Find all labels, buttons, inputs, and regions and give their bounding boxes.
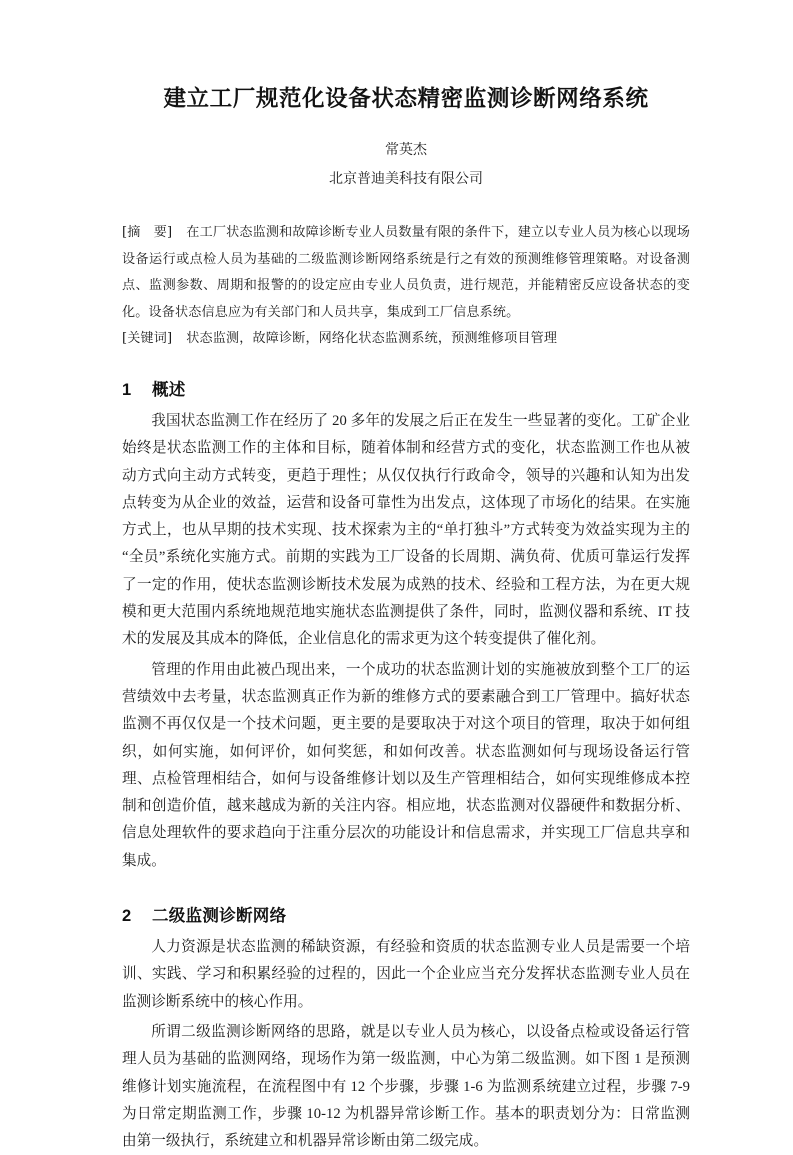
abstract-block xyxy=(122,190,690,353)
abstract-label: [摘 要] xyxy=(122,225,173,241)
section-heading-1 xyxy=(122,353,690,402)
page-title: 建立工厂规范化设备状态精密监测诊断网络系统 xyxy=(163,86,649,111)
section-number-2: 2 xyxy=(122,907,132,926)
author-name: 常英杰 xyxy=(385,143,427,159)
section-heading-2 xyxy=(122,875,690,928)
section-number-1: 1 xyxy=(122,380,132,399)
abstract-text: 在工厂状态监测和故障诊断专业人员数量有限的条件下，建立以专业人员为核心以现场设备运行或点检人员为基础的二级监测诊断网络系统是行之有效的预测维修管理策略。对设备测点、监测参数、周期和报警的的设定应由专业人员负责，进行规范，并能精密反应设备状态的变化。设备状态信息应为有关部门和人员共享，集成到工厂信息系统。 xyxy=(122,225,690,320)
section-title-2: 二级监测诊断网络 xyxy=(152,907,287,926)
page-content xyxy=(122,0,690,1155)
keywords-label: [关键词] xyxy=(122,331,173,347)
section-1-paragraph-1: 我国状态监测工作在经历了 20 多年的发展之后正在发生一些显著的变化。工矿企业始终是状态监测工作的主体和目标，随着体制和经营方式的变化，状态监测工作也从被动方式向主动方式转变，更趋于理性；从仅仅执行行政命令，领导的兴趣和认知为出发点转变为从企业的效益，运营和设备可靠性为出发点，这体现了市场化的结果。在实施方式上，也从早期的技术实现、技术探索为主的“单打独斗”方式转变为效益实现为主的“全员”系统化实施方式。前期的实践为工厂设备的长周期、满负荷、优质可靠运行发挥了一定的作用，使状态监测诊断技术发展为成熟的技术、经验和工程方法，为在更大规模和更大范围内系统地规范地实施状态监测提供了条件，同时，监测仪器和系统、IT 技术的发展及其成本的降低，企业信息化的需求更为这个转变提供了催化剂。 xyxy=(122,412,690,648)
keywords-text: 状态监测，故障诊断，网络化状态监测系统，预测维修项目管理 xyxy=(186,331,558,347)
section-2-paragraph-1: 人力资源是状态监测的稀缺资源，有经验和资质的状态监测专业人员是需要一个培训、实践、学习和积累经验的过程的，因此一个企业应当充分发挥状态监测专业人员在监测诊断系统中的核心作用。 xyxy=(122,939,690,1010)
abstract-paragraph xyxy=(122,220,690,326)
section-title-1: 概述 xyxy=(152,380,186,399)
section-2-paragraph-2: 所谓二级监测诊断网络的思路，就是以专业人员为核心，以设备点检或设备运行管理人员为基础的监测网络，现场作为第一级监测，中心为第二级监测。如下图 1 是预测维修计划实施流程，在流程图中有 12 个步骤，步骤 1-6 为监测系统建立过程，步骤 7-9 为日常定期监测工作，步骤 10-12 为机器异常诊断工作。基本的职责划分为：日常监测由第一级执行，系统建立和机器异常诊断由第二级完成。 xyxy=(122,1024,690,1150)
section-1-paragraph-2: 管理的作用由此被凸现出来，一个成功的状态监测计划的实施被放到整个工厂的运营绩效中去考量，状态监测真正作为新的维修方式的要素融合到工厂管理中。搞好状态监测不再仅仅是一个技术问题，更主要的是要取决于对这个项目的管理，取决于如何组织，如何实施，如何评价，如何奖惩，和如何改善。状态监测如何与现场设备运行管理、点检管理相结合，如何与设备维修计划以及生产管理相结合，如何实现维修成本控制和创造价值，越来越成为新的关注内容。相应地，状态监测对仪器硬件和数据分析、信息处理软件的要求趋向于注重分层次的功能设计和信息需求，并实现工厂信息共享和集成。 xyxy=(122,661,690,869)
keywords-paragraph xyxy=(122,326,690,353)
author-affiliation: 北京普迪美科技有限公司 xyxy=(329,172,483,188)
